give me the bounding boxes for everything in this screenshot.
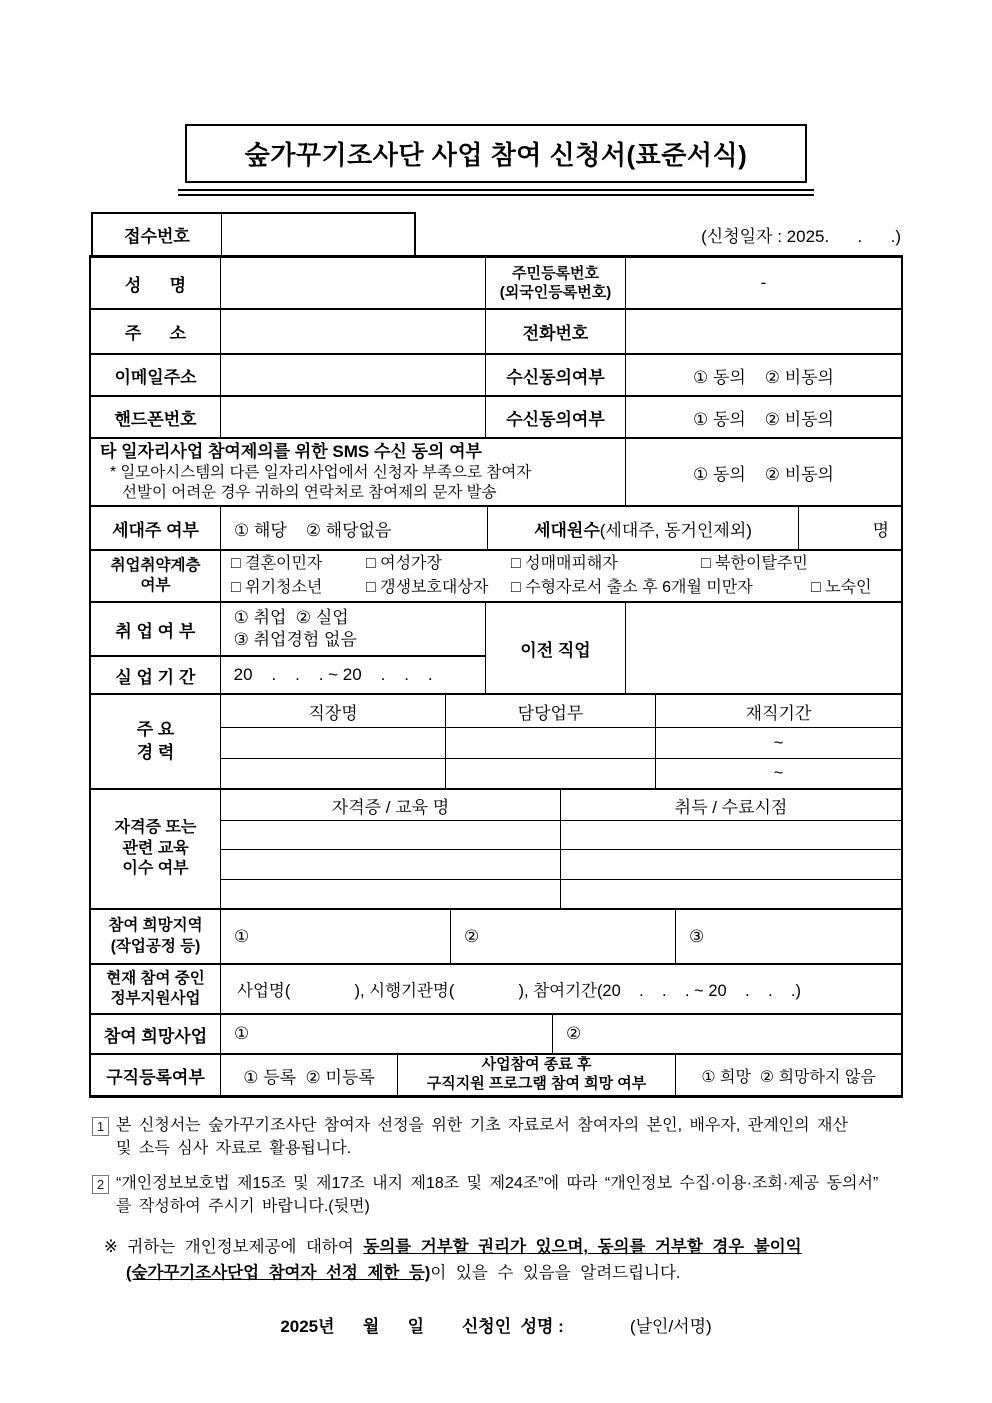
- note-1-marker: 1: [92, 1117, 109, 1136]
- cert-date-field: [561, 821, 901, 849]
- note-2: [90, 1172, 902, 1218]
- cert-header-row: [221, 790, 901, 821]
- checkbox-at-risk-youth: □ 위기청소년: [231, 579, 323, 596]
- email-label: 이메일주소: [91, 355, 221, 395]
- row-career: [91, 695, 901, 790]
- signature-line: [91, 1312, 901, 1337]
- job-support-label: 사업참여 종료 후 구직지원 프로그램 참여 희망 여부: [398, 1055, 676, 1095]
- email-consent-options: ① 동의 ② 비동의: [693, 367, 834, 387]
- sms-consent-title: 타 일자리사업 참여제의를 위한 SMS 수신 동의 여부: [100, 441, 482, 461]
- name-field: [221, 258, 486, 308]
- row-unemployment: [91, 657, 485, 693]
- email-consent-label: 수신동의여부: [486, 355, 626, 395]
- job-support-options: ① 희망 ② 희망하지 않음: [701, 1068, 876, 1086]
- address-label: 주 소: [91, 310, 221, 353]
- row-employment-block: [91, 603, 901, 695]
- sms-consent-label: [91, 439, 626, 505]
- vulnerable-options: [221, 551, 901, 601]
- title-section: [91, 0, 901, 196]
- mobile-consent-options: ① 동의 ② 비동의: [693, 409, 834, 429]
- career-period-field: ~: [773, 732, 784, 752]
- signature-date-and-name: 2025년 월 일 신청인 성명 :: [280, 1317, 564, 1336]
- gov-program-field: 사업명( ), 시행기관명( ), 참여기간(20 . . . ~ 20 . . .): [237, 982, 801, 1000]
- form-table: [89, 255, 903, 1098]
- row-name: [91, 258, 901, 310]
- job-registration-label: 구직등록여부: [91, 1055, 221, 1095]
- phone-field: [626, 310, 901, 353]
- career-header-row: [221, 695, 901, 728]
- certificates-label: 자격증 또는 관련 교육 이수 여부: [91, 790, 221, 908]
- checkbox-homeless: □ 노숙인: [811, 579, 872, 596]
- form-title: 숲가꾸기조사단 사업 참여 신청서(표준서식): [185, 124, 807, 183]
- row-email: [91, 355, 901, 397]
- checkbox-ex-prisoner: □ 수형자로서 출소 후 6개월 미만자: [511, 579, 753, 596]
- job-registration-options: ① 등록 ② 미등록: [221, 1055, 398, 1095]
- cert-name-field: [221, 821, 561, 849]
- household-count-unit: 명: [872, 520, 889, 540]
- checkbox-nk-defector: □ 북한이탈주민: [701, 555, 808, 572]
- checkbox-rehabilitation: □ 갱생보호대상자: [366, 579, 489, 596]
- seal-or-sign-note: (날인/서명): [563, 1317, 712, 1336]
- cert-row-1: [221, 821, 901, 850]
- desired-region-label: 참여 희망지역 (작업공정 등): [91, 910, 221, 963]
- career-company-field: [221, 759, 446, 789]
- row-job-registration: [91, 1055, 901, 1095]
- mobile-consent-label: 수신동의여부: [486, 397, 626, 437]
- address-field: [221, 310, 486, 353]
- employment-left-block: [91, 603, 486, 693]
- desired-region-field-1: ①: [221, 910, 451, 963]
- career-label: 주 요 경 력: [91, 695, 221, 788]
- receipt-number-field: [222, 214, 414, 255]
- row-mobile: [91, 397, 901, 439]
- cert-name-field: [221, 850, 561, 878]
- cert-date-field: [561, 850, 901, 878]
- title-double-rule: [178, 189, 814, 196]
- row-gov-program: [91, 965, 901, 1015]
- checkbox-marriage-immigrant: □ 결혼이민자: [231, 555, 323, 572]
- note-1: [90, 1114, 902, 1160]
- name-label: 성 명: [91, 258, 221, 308]
- row-desired-project: [91, 1015, 901, 1055]
- footer-notes: [90, 1114, 902, 1337]
- cert-header-name: 자격증 / 교육 명: [221, 790, 561, 820]
- career-header-company: 직장명: [221, 695, 446, 727]
- certificates-table: [221, 790, 901, 908]
- unemployment-period-field: 20 . . . ~ 20 . . .: [233, 665, 433, 684]
- row-employment: [91, 603, 485, 657]
- career-header-duty: 담당업무: [446, 695, 656, 727]
- cert-row-3: [221, 880, 901, 908]
- row-certificates: [91, 790, 901, 910]
- rrn-label: 주민등록번호 (외국인등록번호): [486, 258, 626, 308]
- row-address: [91, 310, 901, 355]
- mobile-label: 핸드폰번호: [91, 397, 221, 437]
- receipt-row: [91, 212, 901, 255]
- row-desired-region: [91, 910, 901, 965]
- row-vulnerable: [91, 551, 901, 603]
- note-1-text: 본 신청서는 숲가꾸기조사단 참여자 선정을 위한 기초 자료로서 참여자의 본인, 배우자, 관계인의 재산 및 소득 심사 자료로 활용됩니다.: [116, 1117, 848, 1157]
- career-duty-field: [446, 759, 656, 789]
- desired-region-field-2: ②: [451, 910, 676, 963]
- cert-row-2: [221, 850, 901, 879]
- desired-region-field-3: ③: [689, 926, 705, 946]
- career-duty-field: [446, 728, 656, 758]
- desired-project-field-1: ①: [221, 1015, 553, 1053]
- receipt-number-label: 접수번호: [93, 214, 222, 255]
- row-sms-consent: [91, 439, 901, 507]
- householder-label: 세대주 여부: [91, 507, 221, 549]
- career-row-2: [221, 759, 901, 789]
- cert-header-date: 취득 / 수료시점: [674, 797, 788, 817]
- cert-name-field: [221, 880, 561, 908]
- email-field: [221, 355, 486, 395]
- career-table: [221, 695, 901, 788]
- sms-consent-options: ① 동의 ② 비동의: [693, 464, 834, 484]
- career-period-field: ~: [773, 763, 784, 783]
- checkbox-prostitution-victim: □ 성매매피해자: [511, 555, 618, 572]
- sms-consent-note2: 선발이 어려운 경우 귀하의 연락처로 참여제의 문자 발송: [122, 484, 497, 502]
- note-2-text: “개인정보보호법 제15조 및 제17조 내지 제18조 및 제24조”에 따라 “개인정보 수집·이용·조회·제공 동의서” 를 작성하여 주시기 바랍니다.(뒷면): [116, 1175, 879, 1215]
- application-date: (신청일자 : 2025. . .): [701, 227, 901, 246]
- employment-options: ① 취업 ② 실업 ③ 취업경험 없음: [233, 607, 357, 649]
- employment-label: 취 업 여 부: [91, 603, 221, 655]
- phone-label: 전화번호: [486, 310, 626, 353]
- unemployment-label: 실 업 기 간: [91, 657, 221, 693]
- row-householder: [91, 507, 901, 551]
- checkbox-female-head: □ 여성가장: [366, 555, 442, 572]
- career-row-1: [221, 728, 901, 759]
- desired-project-label: 참여 희망사업: [91, 1015, 221, 1053]
- household-count-label: 세대원수 (세대주, 동거인제외): [488, 507, 799, 549]
- rrn-field: -: [760, 273, 767, 292]
- mobile-field: [221, 397, 486, 437]
- previous-job-label: 이전 직업: [486, 603, 626, 693]
- previous-job-field: [626, 603, 901, 693]
- career-company-field: [221, 728, 446, 758]
- gov-program-label: 현재 참여 중인 정부지원사업: [91, 965, 221, 1013]
- vulnerable-label: 취업취약계층 여부: [91, 551, 221, 601]
- cert-date-field: [561, 880, 901, 908]
- sms-consent-note1: * 일모아시스템의 다른 일자리사업에서 신청자 부족으로 참여자: [110, 463, 532, 481]
- privacy-warning: ※ 귀하는 개인정보제공에 대하여 동의를 거부할 권리가 있으며, 동의를 거부할 경우 불이익 (숲가꾸기조사단업 참여자 선정 제한 등)이 있을 수 있음을 알려드립니다.: [104, 1238, 802, 1282]
- career-header-period: 재직기간: [745, 703, 812, 723]
- householder-options: ① 해당 ② 해당없음: [221, 507, 488, 549]
- receipt-number-box: [91, 212, 416, 255]
- desired-project-field-2: ②: [566, 1024, 582, 1043]
- note-2-marker: 2: [92, 1175, 109, 1194]
